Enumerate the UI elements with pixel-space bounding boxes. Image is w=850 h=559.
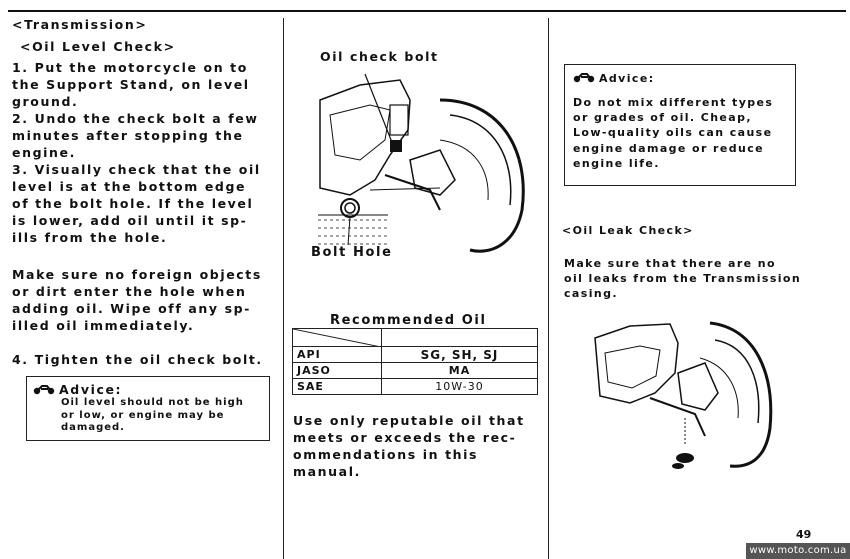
table-title: Recommended Oil xyxy=(330,313,487,328)
table-cell-value: 10W-30 xyxy=(382,379,538,395)
motorcycle-icon xyxy=(573,71,595,83)
advice-line: or low, or engine may be xyxy=(61,409,225,421)
step-line: 2. Undo the check bolt a few xyxy=(12,111,259,126)
advice-box-left xyxy=(26,376,270,441)
table-cell-name: API xyxy=(293,347,382,363)
diagonal-line xyxy=(293,329,381,347)
advice-line: Oil level should not be high xyxy=(61,397,244,408)
step-line: engine. xyxy=(12,145,76,160)
label-oil-check-bolt: Oil check bolt xyxy=(320,49,439,64)
step-4: 4. Tighten the oil check bolt. xyxy=(12,352,263,367)
table-cell-value: MA xyxy=(382,363,538,379)
advice-title: Advice: xyxy=(599,72,655,85)
column-divider-right xyxy=(548,18,549,559)
leak-line: Make sure that there are no xyxy=(564,257,776,270)
recommended-oil-table xyxy=(292,328,538,395)
advice-title-row xyxy=(33,381,122,398)
footer-watermark: www.moto.com.ua xyxy=(746,543,850,559)
advice-text xyxy=(573,95,773,171)
step-line: 3. Visually check that the oil xyxy=(12,162,261,177)
table-cell-name: JASO xyxy=(293,363,382,379)
table-cell-empty xyxy=(382,329,538,347)
advice-title: Advice: xyxy=(59,382,123,397)
step-line: ground. xyxy=(12,94,79,109)
middle-note-block xyxy=(293,412,525,480)
advice-line: damaged. xyxy=(61,422,125,433)
step-line: minutes after stopping the xyxy=(12,128,244,143)
column-divider-left xyxy=(283,18,284,559)
table-row-header xyxy=(293,329,538,347)
table-cell-diagonal xyxy=(293,329,382,347)
note-line: or dirt enter the hole when xyxy=(12,284,247,299)
advice-line: Do not mix different types xyxy=(573,96,774,109)
step-line: the Support Stand, on level xyxy=(12,77,250,92)
advice-line: engine damage or reduce xyxy=(573,141,764,155)
advice-line: Low-quality oils can cause xyxy=(573,126,773,140)
table-cell-name: SAE xyxy=(293,379,382,395)
note-line: Use only reputable oil that xyxy=(293,413,525,428)
leak-text-block xyxy=(564,256,801,302)
advice-box-right xyxy=(564,64,796,186)
steps-block xyxy=(12,59,261,246)
leak-check-illustration xyxy=(590,318,780,478)
subsection-heading: <Oil Level Check> xyxy=(20,39,176,54)
table-row xyxy=(293,347,538,363)
note-line: adding oil. Wipe off any sp- xyxy=(12,301,251,316)
step-line: level is at the bottom edge xyxy=(12,179,247,194)
leak-heading: <Oil Leak Check> xyxy=(562,224,694,237)
note-line: ommendations in this xyxy=(293,447,479,462)
table-cell-value: SG, SH, SJ xyxy=(382,347,538,363)
note-line: illed oil immediately. xyxy=(12,318,195,333)
table-row xyxy=(293,379,538,395)
top-rule xyxy=(8,10,846,12)
note-line: Make sure no foreign objects xyxy=(12,267,262,282)
leak-line: oil leaks from the Transmission xyxy=(564,272,802,286)
table-row xyxy=(293,363,538,379)
advice-line: engine life. xyxy=(573,156,660,170)
transmission-illustration xyxy=(290,60,540,260)
step-line: is lower, add oil until it sp- xyxy=(12,213,248,228)
motorcycle-icon xyxy=(33,383,55,395)
leak-line: casing. xyxy=(564,287,618,301)
label-bolt-hole: Bolt Hole xyxy=(311,245,393,260)
page-number: 49 xyxy=(796,528,812,541)
step-line: of the bolt hole. If the level xyxy=(12,196,254,211)
note-line: manual. xyxy=(293,464,361,479)
note-block xyxy=(12,266,262,334)
section-heading: <Transmission> xyxy=(12,17,148,32)
advice-line: or grades of oil. Cheap, xyxy=(573,111,752,125)
advice-text xyxy=(61,397,244,435)
advice-title-row xyxy=(573,71,655,86)
step-line: 1. Put the motorcycle on to xyxy=(12,60,248,75)
note-line: meets or exceeds the rec- xyxy=(293,430,517,445)
step-line: ills from the hole. xyxy=(12,230,168,245)
